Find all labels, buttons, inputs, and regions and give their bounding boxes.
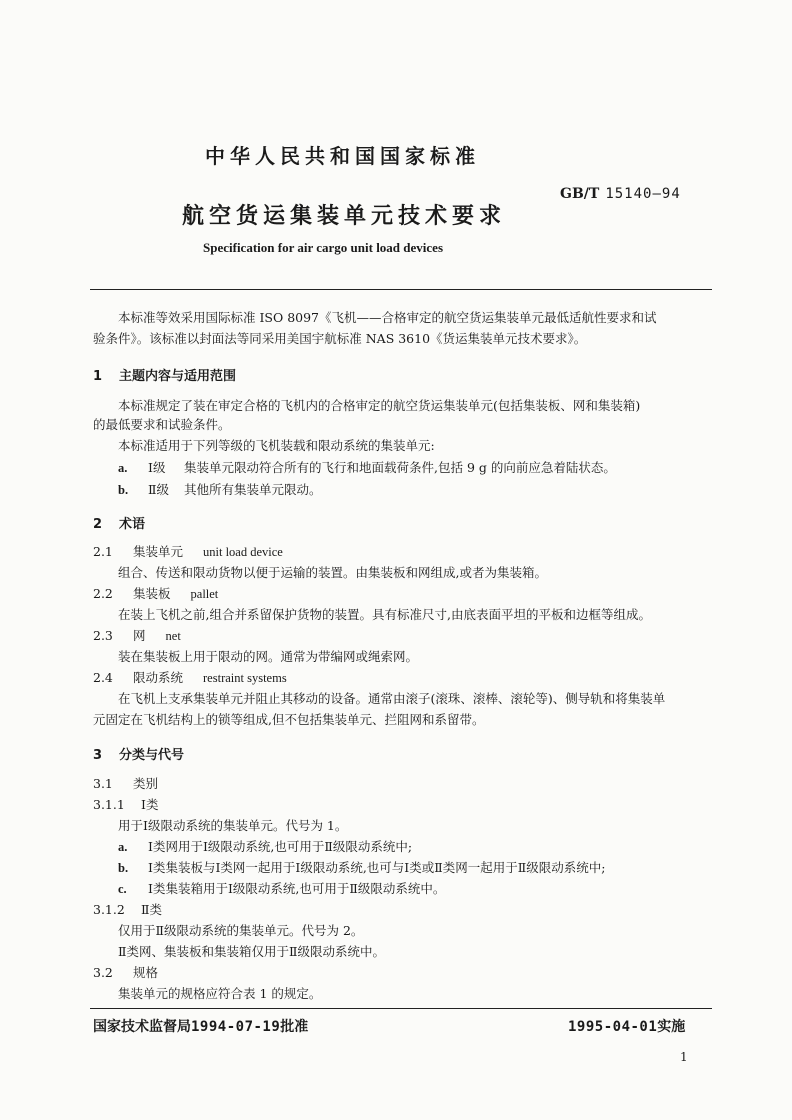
s1-list-item-b: [118, 481, 322, 499]
term-en: net: [165, 629, 181, 643]
section-title: 术语: [119, 517, 146, 532]
list-label: a.: [118, 840, 128, 854]
section-1-heading: [93, 365, 236, 384]
subsection-number: 3.2: [93, 965, 113, 980]
list-label: c.: [118, 882, 127, 896]
term-number: 2.2: [93, 586, 113, 601]
implementation-date: 1995-04-01: [568, 1019, 658, 1035]
list-text: Ⅰ类网用于Ⅰ级限动系统,也可用于Ⅱ级限动系统中;: [148, 839, 413, 854]
section-number: 3: [93, 748, 103, 763]
subsection-3-1-heading: [93, 775, 158, 793]
s1-list-item-a: [118, 459, 616, 477]
standard-number: [560, 186, 681, 202]
list-level: Ⅱ级: [148, 482, 169, 497]
term-cn: 网: [133, 628, 146, 643]
term-number: 2.1: [93, 544, 113, 559]
standard-code: GB/T: [560, 186, 600, 202]
s311-list-item-a: [118, 838, 412, 856]
term-2-2-heading: [93, 585, 218, 603]
s1-paragraph-1-line-2: 的最低要求和试验条件。: [93, 417, 231, 432]
list-label: b.: [118, 483, 129, 497]
list-label: b.: [118, 861, 129, 875]
term-2-1-heading: [93, 543, 283, 561]
s311-list-item-b: [118, 859, 605, 877]
section-3-heading: [93, 744, 184, 763]
term-2-3-definition: 装在集装板上用于限动的网。通常为带编网或绳索网。: [118, 649, 419, 664]
national-standard-heading: 中华人民共和国国家标准: [205, 144, 480, 168]
term-cn: 集装单元: [133, 544, 184, 559]
approval-date: 1994-07-19: [191, 1019, 281, 1035]
list-text: Ⅰ类集装板与Ⅰ类网一起用于Ⅰ级限动系统,也可与Ⅰ类或Ⅱ类网一起用于Ⅱ级限动系统中;: [148, 860, 606, 875]
implementation-line: [568, 1016, 685, 1036]
subsection-3-1-1-heading: [93, 796, 158, 814]
s312-paragraph-1: 仅用于Ⅱ级限动系统的集装单元。代号为 2。: [118, 923, 364, 938]
list-text: 其他所有集装单元限动。: [184, 482, 322, 497]
s311-list-item-c: [118, 880, 445, 898]
term-en: unit load device: [203, 545, 283, 559]
subsection-number: 3.1.2: [93, 902, 125, 917]
term-2-3-heading: [93, 627, 181, 645]
subsection-number: 3.1.1: [93, 797, 125, 812]
section-number: 2: [93, 517, 103, 532]
section-title: 分类与代号: [119, 748, 185, 763]
term-number: 2.3: [93, 628, 113, 643]
list-text: Ⅰ类集装箱用于Ⅰ级限动系统,也可用于Ⅱ级限动系统中。: [148, 881, 446, 896]
document-title-english: Specification for air cargo unit load devices: [203, 240, 443, 255]
approval-word: 批准: [280, 1019, 309, 1035]
term-en: pallet: [190, 587, 219, 601]
subsection-title: 规格: [133, 965, 159, 980]
s1-paragraph-1-line-1: 本标准规定了装在审定合格的飞机内的合格审定的航空货运集装单元(包括集装板、网和集装箱): [118, 398, 641, 413]
standard-id: 15140—94: [605, 186, 681, 202]
document-title: 航空货运集装单元技术要求: [182, 204, 507, 229]
list-label: a.: [118, 461, 128, 475]
implementation-word: 实施: [657, 1019, 686, 1035]
approval-line: [93, 1016, 308, 1036]
footer-divider: [90, 1008, 712, 1009]
term-2-2-definition: 在装上飞机之前,组合并系留保护货物的装置。具有标准尺寸,由底表面平坦的平板和边框等组成。: [118, 607, 651, 622]
s311-paragraph: 用于Ⅰ级限动系统的集装单元。代号为 1。: [118, 818, 348, 833]
s1-paragraph-2: 本标准适用于下列等级的飞机装载和限动系统的集装单元:: [118, 438, 435, 453]
header-divider: [90, 289, 712, 290]
intro-line-2: 验条件》。该标准以封面法等同采用美国宇航标准 NAS 3610《货运集装单元技术要求》。: [93, 331, 587, 346]
term-2-4-heading: [93, 669, 287, 687]
page-number: 1: [680, 1050, 688, 1064]
list-text: 集装单元限动符合所有的飞行和地面载荷条件,包括 9 g 的向前应急着陆状态。: [184, 460, 616, 475]
subsection-number: 3.1: [93, 776, 113, 791]
term-2-1-definition: 组合、传送和限动货物以便于运输的装置。由集装板和网组成,或者为集装箱。: [118, 565, 547, 580]
term-2-4-definition-line-1: 在飞机上支承集装单元并阻止其移动的设备。通常由滚子(滚珠、滚棒、滚轮等)、侧导轨和将集装单: [118, 691, 666, 706]
subsection-3-2-heading: [93, 964, 158, 982]
list-level: Ⅰ级: [148, 460, 166, 475]
term-cn: 集装板: [133, 586, 171, 601]
term-cn: 限动系统: [133, 670, 184, 685]
section-number: 1: [93, 369, 103, 384]
term-en: restraint systems: [203, 671, 287, 685]
intro-line-1: 本标准等效采用国际标准 ISO 8097《飞机——合格审定的航空货运集装单元最低适航性要求和试: [118, 310, 657, 325]
subsection-title: 类别: [133, 776, 159, 791]
section-2-heading: [93, 513, 145, 532]
subsection-title: Ⅱ类: [141, 902, 162, 917]
subsection-title: Ⅰ类: [141, 797, 159, 812]
subsection-3-1-2-heading: [93, 901, 162, 919]
s32-paragraph: 集装单元的规格应符合表 1 的规定。: [118, 986, 322, 1001]
section-title: 主题内容与适用范围: [119, 369, 237, 384]
term-number: 2.4: [93, 670, 113, 685]
s312-paragraph-2: Ⅱ类网、集装板和集装箱仅用于Ⅱ级限动系统中。: [118, 944, 385, 959]
approval-org: 国家技术监督局: [93, 1019, 191, 1035]
term-2-4-definition-line-2: 元固定在飞机结构上的锁等组成,但不包括集装单元、拦阻网和系留带。: [93, 712, 485, 727]
